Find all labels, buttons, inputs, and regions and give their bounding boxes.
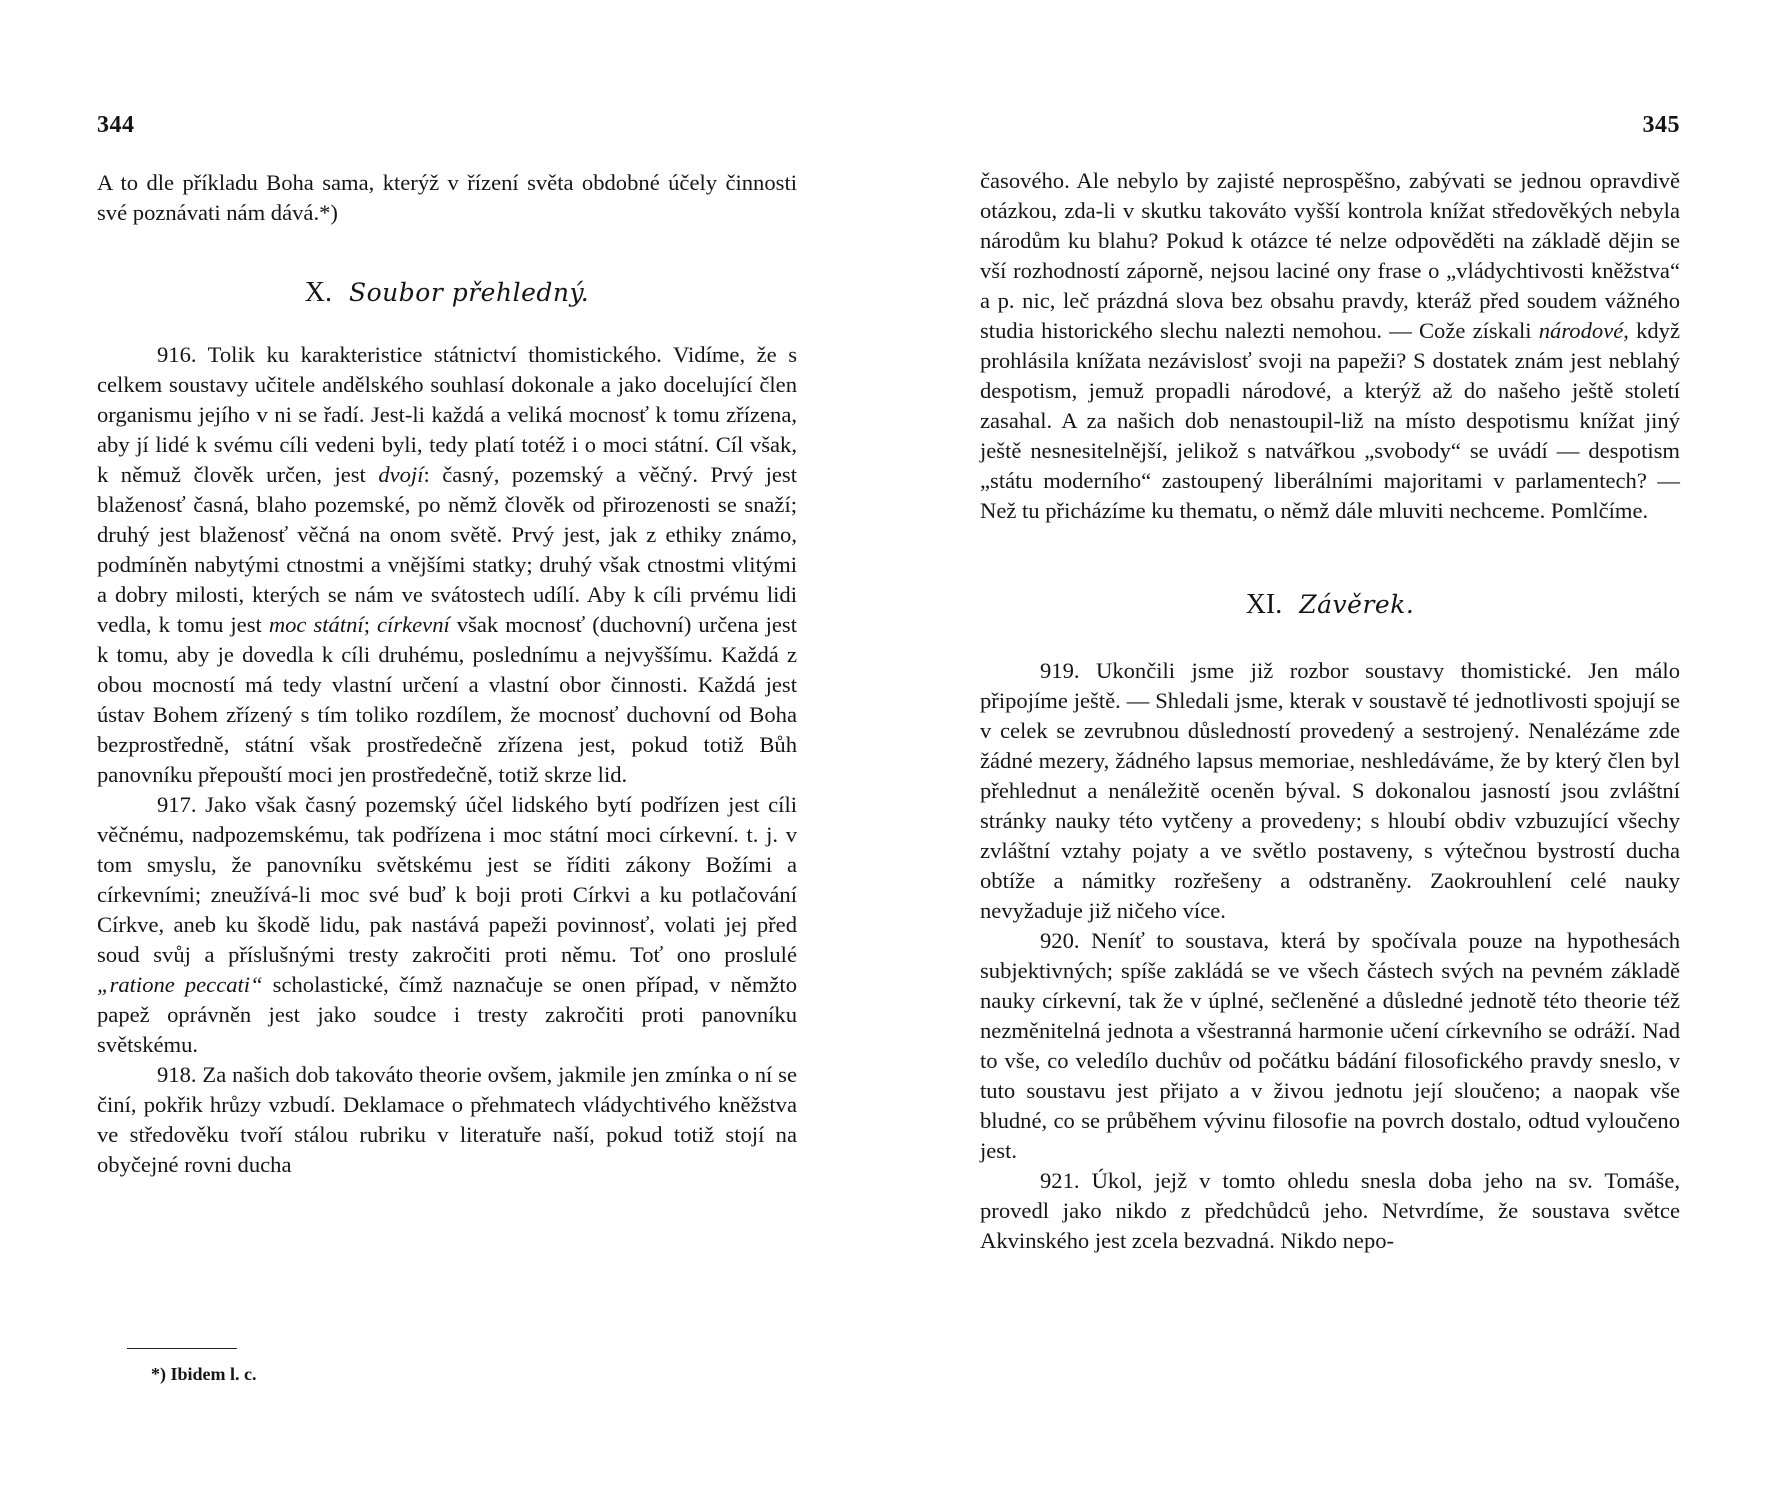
section-heading-x bbox=[97, 276, 797, 310]
p916-text-d: však mocnosť (duchovní) určena jest k tomu, aby je dovedla k cíli druhému, poslednímu a nejvyššímu. Každá z obou mocností má tedy vlastní určení a vlastní obor činnosti. Každá jest ústav Bohem zřízený s tím toliko rozdílem, že mocnosť duchovní od Boha bezprostředně, státní však prostředečně zřízena jest, pokud totiž Bůh panovníku přepouští moci jen prostředečně, totiž skrze lid. bbox=[97, 612, 797, 787]
footnote-divider bbox=[127, 1348, 237, 1349]
page-number-right: 345 bbox=[1642, 112, 1680, 138]
footnote: *) Ibidem l. c. bbox=[151, 1364, 257, 1384]
p917-emphasis-ratione: „ratione peccati“ bbox=[97, 972, 263, 997]
paragraph-921: 921. Úkol, jejž v tomto ohledu snesla doba jeho na sv. Tomáše, provedl jako nikdo z předchůdců jeho. Netvrdíme, že soustava světce Akvinského jest zcela bezvadná. Nikdo nepo- bbox=[980, 1168, 1680, 1253]
paragraph-919: 919. Ukončili jsme již rozbor soustavy thomistické. Jen málo připojíme ještě. — Shledali jsme, kterak v soustavě té jednotlivosti spojují se v celek se zevrubnou důsledností provedený a sestrojený. Nenalézáme zde žádné mezery, žádného lapsus memoriae, neshledáváme, že by který člen byl přehlednut a nenáležitě oceněn býval. S dokonalou jasností jsou zvláštní stránky nauky této vytčeny a provedeny; s hloubí obdiv vzbuzující všechy zvláštní vztahy pojaty a ve světlo postaveny, s výtečnou bystrostí ducha obtíže a námitky rozřešeny a odstraněny. Zaokrouhlení celé nauky nevyžaduje již ničeho více. bbox=[980, 658, 1680, 923]
p917-text-a: 917. Jako však časný pozemský účel lidského bytí podřízen jest cíli věčnému, nadpozemskému, tak podřízena i moc státní moci církevní. t. j. v tom smyslu, že panovníku světskému jest se říditi zákony Božími a církevními; zneužívá-li moc své buď k boji proti Církvi a ku potlačování Církve, aneb ku škodě lidu, pak nastává papeži povinnosť, volati jej před soud svůj a příslušnými tresty zakročiti proti němu. Toť ono proslulé bbox=[97, 792, 797, 967]
p916-text-a: 916. Tolik ku karakteristice státnictví thomistického. Vidíme, že s celkem soustavy učitele andělského souhlasí dokonale a jako docelující člen organismu jejího v ni se řadí. Jest-li každá a veliká mocnosť k tomu zřízena, aby jí lidé k svému cíli vedeni byli, tedy platí totéž i o moci státní. Cíl však, k němuž člověk určen, jest bbox=[97, 342, 797, 487]
paragraph-918: 918. Za našich dob takováto theorie ovšem, jakmile jen zmínka o ní se činí, pokřik hrůzy vzbudí. Deklamace o přehmatech vládychtivého kněžstva ve středověku tvoří stálou rubriku v literatuře naší, pokud totiž stojí na obyčejné rovni ducha bbox=[97, 1062, 797, 1177]
cont-text-b: , když prohlásila knížata nezávislosť svoji na papeži? S dostatek znám jest neblahý despotism, jemuž propadli národové, a kterýž až do našeho ještě století zasahal. A za našich dob nenastoupil-liž na místo despotismu knížat jiný ještě nesnesitelnější, jelikož s natvářkou „svobody“ se uvádí — despotism „státu moderního“ zastoupený liberálními majoritami v parlamentech? — Než tu přicházíme ku thematu, o němž dále mluviti nechceme. Pomlčíme. bbox=[980, 318, 1680, 523]
left-page-content bbox=[97, 168, 797, 1180]
cont-emphasis-narodove: národové bbox=[1538, 318, 1624, 343]
section-heading-xi bbox=[980, 588, 1680, 622]
section-numeral: XI. bbox=[1245, 589, 1283, 620]
section-numeral: X. bbox=[304, 277, 332, 308]
p916-emphasis-cirkevni: církevní bbox=[377, 612, 450, 637]
left-page bbox=[97, 0, 797, 1500]
right-page-content bbox=[980, 166, 1680, 1256]
paragraph-916 bbox=[97, 340, 797, 790]
continued-paragraph bbox=[980, 166, 1680, 526]
paragraph-917 bbox=[97, 790, 797, 1060]
p916-emphasis-moc-statni: moc státní bbox=[268, 612, 364, 637]
p917-text-b: scholastické, čímž naznačuje se onen případ, v němžto papež oprávněn jest jako soudce i tresty zakročiti proti panovníku světskému. bbox=[97, 972, 797, 1057]
section-title: Závěrek. bbox=[1299, 590, 1415, 619]
right-page bbox=[980, 0, 1680, 1500]
page-number-left: 344 bbox=[97, 112, 135, 138]
section-title: Soubor přehledný. bbox=[349, 278, 590, 307]
p916-emphasis-dvoji: dvojí bbox=[378, 462, 424, 487]
intro-paragraph: A to dle příkladu Boha sama, kterýž v řízení světa obdobné účely činnosti své poznávati nám dává.*) bbox=[97, 170, 797, 225]
p916-text-b: : časný, pozemský a věčný. Prvý jest blaženosť časná, blaho pozemské, po němž člověk od přirozenosti se snaží; druhý jest blaženosť věčná na onom světě. Prvý jest, jak z ethiky známo, podmíněn nabytými ctnostmi a vnějšími statky; druhý však ctnostmi vlitými a dobry milosti, kterých se nám ve svátostech udílí. Aby k cíli prvému lidi vedla, k tomu jest bbox=[97, 462, 797, 637]
paragraph-920: 920. Neníť to soustava, která by spočívala pouze na hypothesách subjektivných; spíše zakládá se ve všech částech svých na pevném základě nauky církevní, tak že v úplné, sečleněné a důsledné jednotě této theorie též nezměnitelná jednota a všestranná harmonie učení církevního se odráží. Nad to vše, co veledílo duchův od počátku bádání filosofického pravdy sneslo, v tuto soustavu jest přijato a v živou jednotu její sloučeno; a naopak vše bludné, co se průběhem vývinu filosofie na povrch dostalo, odtud vyloučeno jest. bbox=[980, 928, 1680, 1163]
p916-text-c: ; bbox=[363, 612, 378, 637]
cont-text-a: časového. Ale nebylo by zajisté neprospěšno, zabývati se jednou opravdivě otázkou, zda-li v skutku takováto vyšší kontrola knížat středověkých nebyla národům ku blahu? Pokud k otázce té nelze odpověděti na základě dějin se vší rozhodností záporně, nejsou laciné ony frase o „vládychtivosti kněžstva“ a p. nic, leč prázdná slova bez obsahu pravdy, kteráž před soudem vážného studia historického slechu nalezti nemohou. — Cože získali bbox=[980, 168, 1680, 343]
